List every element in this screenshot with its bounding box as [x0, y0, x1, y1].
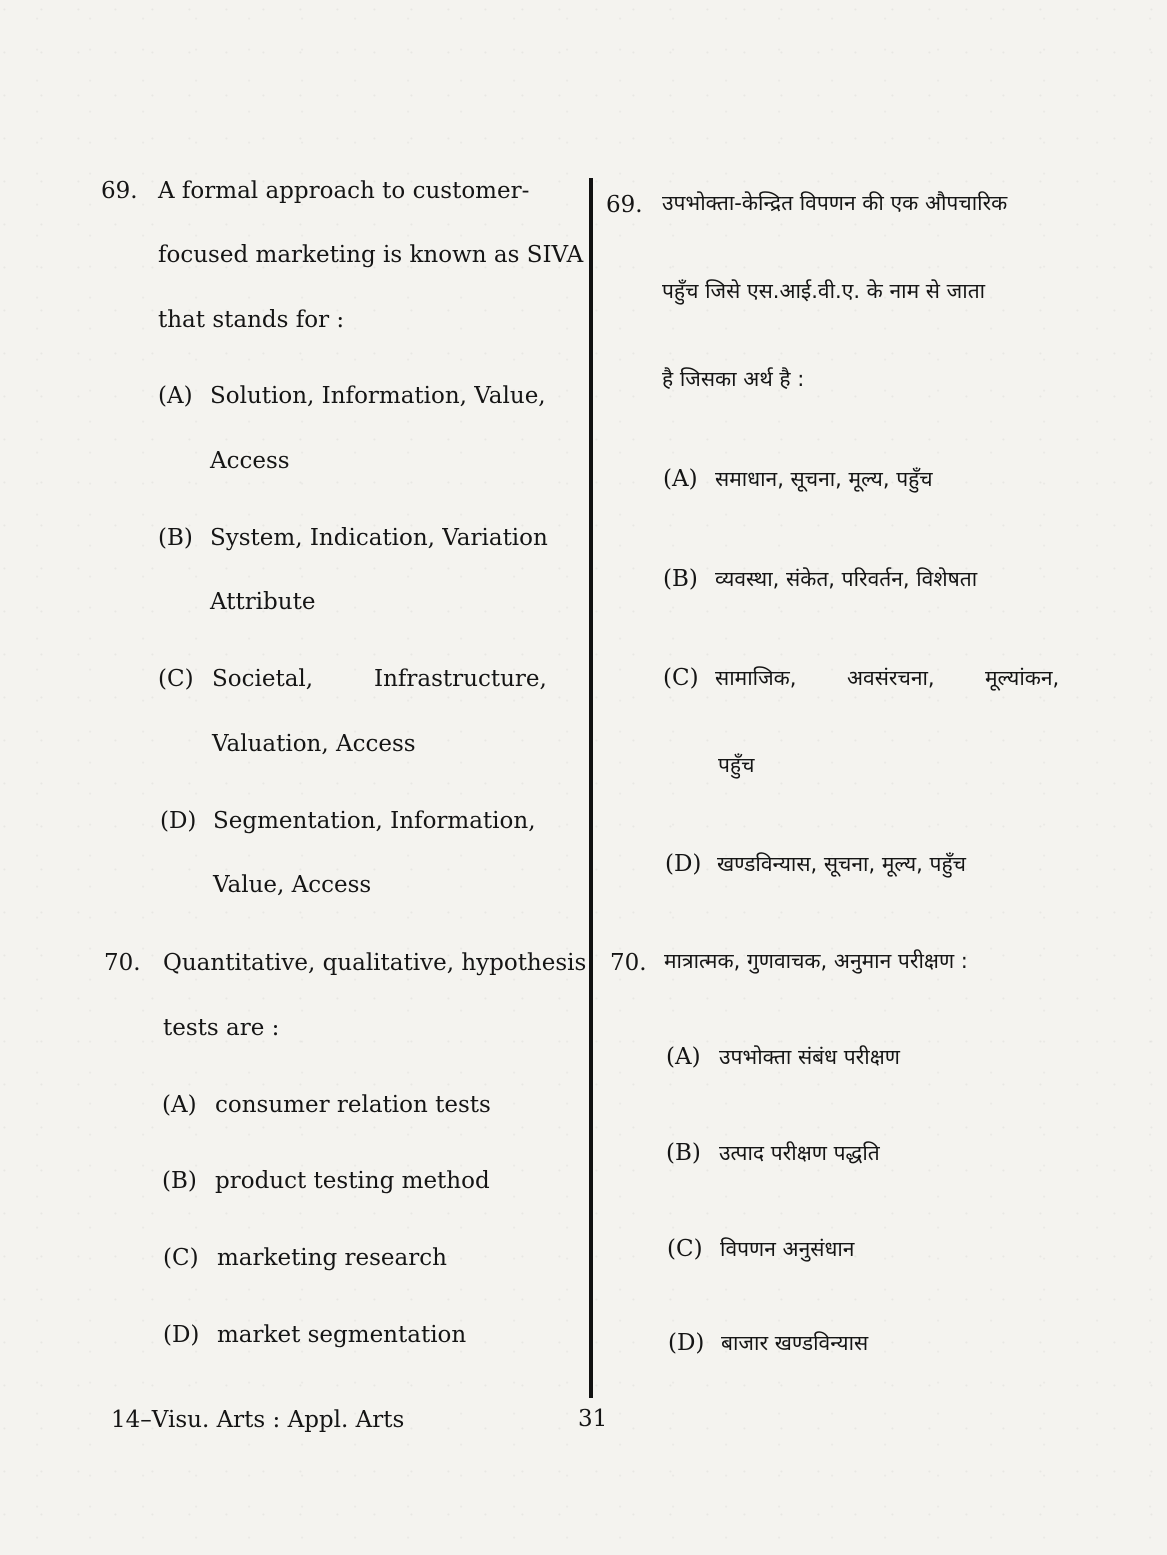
option-label: (A): [162, 1092, 197, 1118]
option-label: (D): [668, 1330, 705, 1356]
option-text: Value, Access: [213, 872, 372, 898]
question-number: 69.: [606, 192, 643, 218]
option-text: System, Indication, Variation: [210, 525, 548, 551]
option-text: विपणन अनुसंधान: [720, 1237, 855, 1261]
option-text: consumer relation tests: [215, 1092, 491, 1118]
option-label: (B): [663, 566, 698, 592]
option-label: (A): [666, 1044, 701, 1070]
option-label: (B): [158, 525, 193, 551]
question-text-line: that stands for :: [158, 307, 345, 333]
option-text: उत्पाद परीक्षण पद्धति: [719, 1141, 880, 1165]
option-label: (C): [663, 665, 699, 691]
option-text: product testing method: [215, 1168, 490, 1194]
option-label: (C): [158, 666, 194, 692]
option-text: Valuation, Access: [212, 731, 416, 757]
option-text: व्यवस्था, संकेत, परिवर्तन, विशेषता: [715, 567, 978, 591]
question-text-line: focused marketing is known as SIVA: [158, 242, 584, 268]
option-text: Societal,: [212, 666, 314, 692]
page-number: 31: [578, 1406, 608, 1432]
option-text: Attribute: [210, 589, 316, 615]
option-label: (B): [666, 1140, 701, 1166]
option-text: Segmentation, Information,: [213, 808, 536, 834]
option-text: Infrastructure,: [374, 666, 547, 692]
option-label: (A): [663, 466, 698, 492]
option-label: (D): [665, 851, 702, 877]
option-label: (B): [162, 1168, 197, 1194]
option-text: उपभोक्ता संबंध परीक्षण: [719, 1045, 900, 1069]
option-text: समाधान, सूचना, मूल्य, पहुँच: [715, 467, 933, 491]
footer-subject: 14–Visu. Arts : Appl. Arts: [111, 1407, 405, 1433]
question-number: 70.: [610, 950, 647, 976]
option-text: Access: [210, 448, 290, 474]
option-text: अवसंरचना,: [847, 666, 935, 690]
question-text-line: है जिसका अर्थ है :: [662, 367, 805, 391]
column-divider: [589, 178, 593, 1398]
option-text: खण्डविन्यास, सूचना, मूल्य, पहुँच: [717, 852, 966, 876]
question-text-line: मात्रात्मक, गुणवाचक, अनुमान परीक्षण :: [664, 949, 968, 973]
question-text-line: [158, 176, 572, 206]
option-text: सामाजिक,: [715, 666, 797, 690]
option-label: (C): [667, 1236, 703, 1262]
question-text-line: पहुँच जिसे एस.आई.वी.ए. के नाम से जाता: [662, 279, 986, 303]
option-text: मूल्यांकन,: [985, 666, 1060, 690]
question-text: A formal approach to customer-: [158, 178, 530, 204]
option-text: बाजार खण्डविन्यास: [721, 1331, 869, 1355]
question-text-line: tests are :: [163, 1015, 280, 1041]
option-text: Solution, Information, Value,: [210, 383, 546, 409]
option-text: market segmentation: [217, 1322, 467, 1348]
question-text-line: Quantitative, qualitative, hypothesis: [163, 950, 587, 976]
option-label: (C): [163, 1245, 199, 1271]
question-number: 70.: [104, 950, 141, 976]
option-label: (D): [160, 808, 197, 834]
option-text: पहुँच: [718, 753, 755, 777]
option-label: (A): [158, 383, 193, 409]
question-number: 69.: [101, 178, 138, 204]
option-label: (D): [163, 1322, 200, 1348]
question-text-line: उपभोक्ता-केन्द्रित विपणन की एक औपचारिक: [662, 191, 1008, 215]
option-text: marketing research: [217, 1245, 447, 1271]
